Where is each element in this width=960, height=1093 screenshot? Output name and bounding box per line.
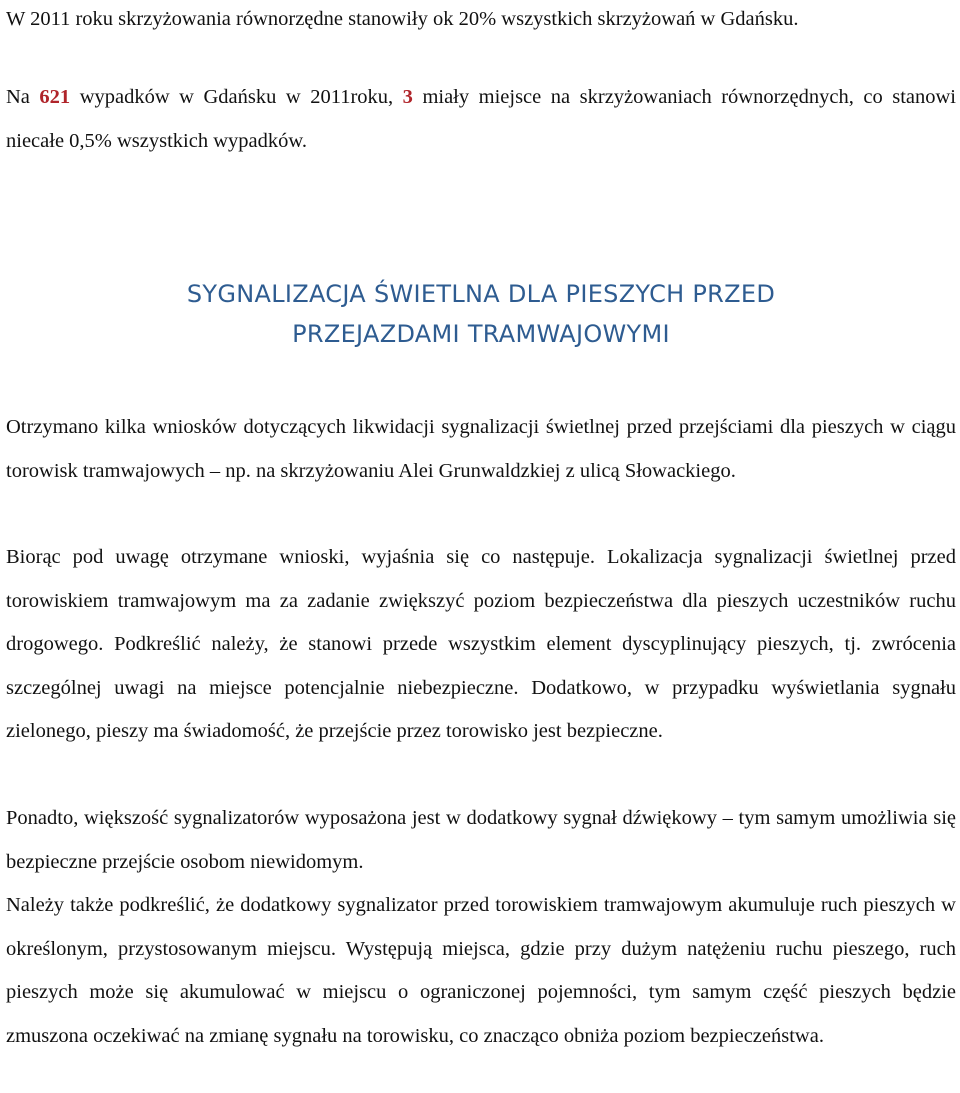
sound-signal-paragraph: Ponadto, większość sygnalizatorów wyposażona jest w dodatkowy sygnał dźwiękowy – tym samym umożliwia się bezpieczne przejście osobom niewidomym. xyxy=(6,807,956,873)
accumulation-paragraph: Należy także podkreślić, że dodatkowy sygnalizator przed torowiskiem tramwajowym akumuluje ruch pieszych w określonym, przystosowanym miejscu. Występują miejsca, gdzie przy dużym natężeniu ruchu pieszego, ruch pieszych może się akumulować w miejscu o ograniczonej pojemności, tym samym część pieszych będzie zmuszona oczekiwać na zmianę sygnału na torowisku, co znacząco obniża poziom bezpieczeństwa. xyxy=(6,894,956,1047)
accident-total-number: 621 xyxy=(39,86,71,108)
intro-paragraph: W 2011 roku skrzyżowania równorzędne stanowiły ok 20% wszystkich skrzyżowań w Gdańsku. xyxy=(6,8,799,30)
section-heading xyxy=(6,274,956,354)
section-heading-line2: PRZEJAZDAMI TRAMWAJOWYMI xyxy=(292,320,670,348)
accident-stats-paragraph xyxy=(6,76,956,163)
requests-paragraph: Otrzymano kilka wniosków dotyczących likwidacji sygnalizacji świetlnej przed przejściami dla pieszych w ciągu torowisk tramwajowych – np. na skrzyżowaniu Alei Grunwaldzkiej z ulicą Słowackiego. xyxy=(6,416,956,482)
explanation-paragraph: Biorąc pod uwagę otrzymane wnioski, wyjaśnia się co następuje. Lokalizacja sygnalizacji świetlnej przed torowiskiem tramwajowym ma za zadanie zwiększyć poziom bezpieczeństwa dla pieszych uczestników ruchu drogowego. Podkreślić należy, że stanowi przede wszystkim element dyscyplinujący pieszych, tj. zwrócenia szczególnej uwagi na miejsce potencjalnie niebezpieczne. Dodatkowo, w przypadku wyświetlania sygnału zielonego, pieszy ma świadomość, że przejście przez torowisko jest bezpieczne. xyxy=(6,546,956,742)
stats-middle: wypadków w Gdańsku w 2011roku, xyxy=(70,86,403,108)
stats-suffix: miały miejsce na skrzyżowaniach równorzędnych, co stanowi niecałe 0,5% wszystkich wypadków. xyxy=(6,86,956,152)
accident-equal-number: 3 xyxy=(402,86,413,108)
stats-prefix: Na xyxy=(6,86,40,108)
section-heading-line1: SYGNALIZACJA ŚWIETLNA DLA PIESZYCH PRZED xyxy=(186,280,776,308)
